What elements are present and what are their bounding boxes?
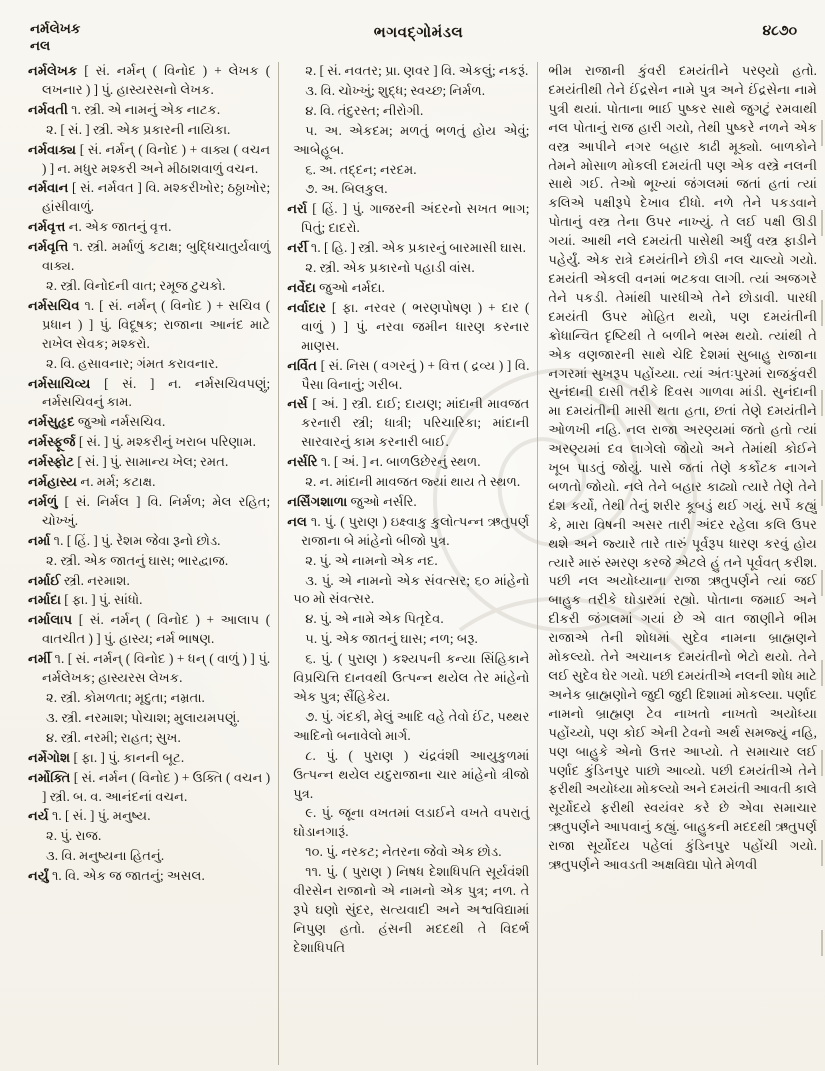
entry-text: [ સં. ] પું. સામાન્ય ખેલ; રમત.	[74, 454, 229, 470]
entry-text: ૪. વિ. તંદુરસ્ત; નીરોગી.	[305, 102, 424, 118]
dictionary-entry	[287, 843, 529, 862]
headword: નર્રી	[287, 240, 308, 256]
entry-text: [ સં. નર્મન્ ( વિનોદ ) + લેખક ( લખનાર ) ] પું. હાસ્યરસનો લેખક.	[42, 63, 271, 97]
entry-text: [ સં. ] ન. નર્મસચિવપણું; નર્મસચિવનું કામ.	[42, 375, 271, 410]
dictionary-entry	[28, 611, 270, 649]
entry-text: ૬. અ. તદ્દન; નરદમ.	[305, 161, 417, 177]
entry-text: [ ફા. ] પું. કાનની બૂટ.	[70, 749, 185, 765]
dictionary-entry	[287, 122, 529, 160]
dictionary-entry	[28, 729, 270, 748]
dictionary-entry	[287, 161, 529, 180]
entry-text: [ અં. ] સ્ત્રી. દાઈ; દાયણ; માંદાની માવજત કરનારી સ્ત્રી; ધાત્રી; પરિચારિકા; માંદાની સારવારનું કામ કરનારી બાઈ.	[301, 396, 530, 450]
entry-text: ૨. પું. એ નામનો એક નદ.	[305, 552, 438, 568]
entry-text: જુઓ નર્મસચિવ.	[74, 414, 166, 430]
dictionary-entry	[28, 121, 270, 140]
entry-text: ૫. અ. એકદમ; મળતું ભળતું હોય એવું; આબેહૂબ.	[293, 122, 530, 157]
dictionary-entry	[28, 867, 270, 886]
dictionary-entry	[28, 238, 270, 276]
headword: નર્મસ્ફોટ	[28, 454, 75, 470]
entry-text: ૨. સ્ત્રી. કોમળતા; મૃદુતા; નમ્રતા.	[46, 690, 205, 705]
dictionary-entry	[287, 747, 529, 804]
headword: નર્મલેખક	[28, 63, 78, 78]
headword: નર્મસચિવ	[28, 297, 80, 313]
entry-text: ૧. [ સં. ] પું. મનુષ્ય.	[48, 808, 151, 824]
entry-text: ૨. સ્ત્રી. એક જાતનું ઘાસ; ભારદ્વાજ.	[46, 552, 229, 568]
page-number: ૪૮૭૦	[762, 24, 797, 39]
dictionary-entry	[287, 453, 529, 472]
headword: નર્મળું	[28, 493, 58, 509]
entry-text: ૧. [ સં. નર્મન્ ( વિનોદ ) + સચિવ ( પ્રધાન ) ] પું. વિદૂષક; રાજાના આનંદ માટે રાખેલ સેવક; મશ્કરો.	[42, 297, 271, 351]
headword: નલ	[287, 513, 307, 529]
headword: નર્મા	[28, 532, 51, 548]
headword: નર્મસ્ફૂર્જ	[28, 434, 76, 450]
dictionary-entry	[28, 591, 270, 610]
dictionary-entry	[28, 650, 270, 688]
page-edge-marks	[821, 120, 823, 1011]
entry-text: ૮. પું. ( પુરાણ ) ચંદ્રવંશી આયુકુળમાં ઉત્પન્ન થયેલ યદુરાજાના ચાર માંહેનો ત્રીજો પુત્ર.	[293, 747, 530, 801]
headword: નર્મવાક્ય	[28, 141, 77, 157]
headword: નર્માદા	[28, 592, 61, 608]
dictionary-entry	[287, 493, 529, 512]
headword: નર્મસુહૃદ	[28, 414, 75, 430]
dictionary-entry	[28, 141, 270, 179]
entry-text: ૧. સ્ત્રી. મર્માળું કટાક્ષ; બુદ્ધિચાતુર્યવાળું વાક્ય.	[42, 239, 271, 274]
dictionary-entry	[28, 572, 270, 591]
entry-text: [ સં. નર્મન્ ( વિનોદ ) + આલાપ ( વાતચીત ) ] પું. હાસ્ય; નર્મ ભાષણ.	[42, 612, 271, 647]
entry-text: ૨. વિ. હસાવનાર; ગંમત કરાવનાર.	[46, 355, 219, 371]
entry-text: [ સં. નિસ ( વગરનું ) + વિત્ત ( દ્રવ્ય ) ] વિ. પૈસા વિનાનું; ગરીબ.	[301, 357, 530, 392]
headword: નર્મેગોશ	[28, 749, 71, 765]
headword: નર્મવૃત્તિ	[28, 239, 69, 255]
headword: નર્સિંગશાળા	[287, 493, 348, 509]
dictionary-entry	[28, 709, 270, 728]
dictionary-entry	[28, 453, 270, 472]
dictionary-entry	[287, 395, 529, 452]
dictionary-entry	[287, 630, 529, 649]
column-3	[537, 62, 817, 1065]
guide-word-bottom: નલ	[30, 38, 51, 53]
dictionary-entry	[287, 200, 529, 238]
entry-text: જુઓ નર્સરિ.	[347, 493, 417, 509]
entry-text: ૧. પું. ( પુરાણ ) ઇક્ષ્વાકુ કુલોત્પન્ન ઋતુપર્ણ રાજાના બે માંહેનો બીજો પુત્ર.	[301, 513, 530, 548]
headword: નર્મહાસ્ય	[28, 474, 78, 490]
dictionary-entry	[28, 62, 270, 100]
headword: નર્સ	[287, 396, 308, 412]
dictionary-entry	[287, 279, 529, 298]
entry-text: ૧૦. પું. નરકટ; નેતરના જેવો એક છોડ.	[305, 844, 502, 860]
entry-text: ૩. વિ. મનુષ્યના હિતનું.	[46, 848, 165, 864]
headword: નર્મોક્તિ	[28, 769, 71, 785]
dictionary-entry	[28, 689, 270, 708]
dictionary-entry	[287, 82, 529, 101]
dictionary-entry	[28, 218, 270, 237]
entry-text: [ સં. નર્મન ( વિનોદ ) + ઉક્તિ ( વચન ) ] સ્ત્રી. બ. વ. આનંદનાં વચન.	[42, 769, 271, 804]
entry-text: ૨. [ સં. નવતર; પ્રા. ણવર ] વિ. એકલું; નકરૂં.	[305, 63, 529, 78]
headword: નર્માલાપ	[28, 612, 73, 628]
book-title: ભગવદ્ગોમંડલ	[373, 25, 464, 41]
dictionary-entry	[287, 552, 529, 571]
dictionary-entry	[28, 473, 270, 492]
entry-text: ૫. પું. એક જાતનું ઘાસ; નળ; બરૂ.	[305, 631, 478, 647]
entry-text: ૧. [ હિ. ] સ્ત્રી. એક પ્રકારનું બારમાસી ઘાસ.	[307, 240, 526, 256]
column-2	[278, 62, 537, 1065]
dictionary-entry	[287, 299, 529, 356]
entry-text: ૬. પું. ( પુરાણ ) કશ્યપની કન્યા સિંહિકાને વિપ્રચિત્તિ દાનવથી ઉત્પન્ન થયેલ તેર માંહેનો એક પુત્ર; સૈંહિકેય.	[293, 651, 530, 704]
entry-text: [ ફા. ] પું. સાંધો.	[60, 592, 143, 608]
dictionary-entry	[287, 473, 529, 492]
entry-text: ૪. પું. એ નામે એક પિતૃદેવ.	[305, 611, 444, 627]
dictionary-entry	[287, 259, 529, 278]
headword: નર્વિત	[287, 357, 317, 373]
headword: નર્ય	[28, 808, 49, 824]
entry-text: [ સં. નર્મન્ ( વિનોદ ) + વાક્ય ( વચન ) ] ન. મધુર મશ્કરી અને મીઠાશવાળું વચન.	[42, 141, 271, 176]
entry-text: ભીમ રાજાની કુંવરી દમયંતીને પરણ્યો હતો. દમયંતીથી તેને ઈંદ્રસેન નામે પુત્ર અને ઈંદ્રસેના નામે પુત્રી થયાં. પોતાના ભાઈ પુષ્કર સાથે જુગટું રમવાથી નલ પોતાનું રાજ હારી ગયો, તેથી પુષ્કરે નળને એક વસ્ત્ર આપીને નગર બહાર કાઢી મૂક્યો. બાળકોને તેમને મોસાળ મોકલી દમયંતી પણ એક વસ્ત્રે નલની સાથે ગઈ. તેઓ ભૂખ્યાં જંગલમાં જતાં હતાં ત્યાં કલિએ પક્ષીરૂપે દેખાવ દીધો. નળે તેને પકડવાને પોતાનું વસ્ત્ર તેના ઉપર નાખ્યું. તે લઈ પક્ષી ઊડી ગયાં. આથી નલે દમયંતી પાસેથી અર્ધું વસ્ત્ર ફાડીને પહેર્યું. એક રાત્રે દમયંતીને છોડી નલ ચાલ્યો ગયો. દમયંતી એકલી વનમાં ભટકવા લાગી. ત્યાં અજગરે તેને પકડી. તેમાંથી પારધીએ તેને છોડાવી. પારધી દમયંતી ઉપર મોહિત થયો, પણ દમયંતીની ક્રોધાન્વિત દૃષ્ટિથી તે બળીને ભસ્મ થયો. ત્યાંથી તે એક વણજારની સાથે ચેદિ દેશમાં સુબાહુ રાજાના નગરમાં સુખરૂપ પહોંચ્યા. ત્યાં અંતઃપુરમાં રાજકુંવરી સુનંદાની દાસી તરીકે દિવસ ગાળવા માંડી. સુનંદાની મા દમયંતીની માસી થતા હતા, છતાં તેણે દમયંતીને ઓળખી નહિ. નલ રાજા અરણ્યમાં જતો હતો ત્યાં અરણ્યમાં દવ લાગેલો જોયો અને તેમાંથી કોઈને ખૂબ પાડતું જોયું. પાસે જતાં તેણે કર્કોટક નાગને બળતો જોયો. નલે તેને બહાર કાઢ્યો ત્યારે તેણે તેને દંશ કર્યો, તેથી તેનું શરીર કૂબડું થઈ ગયું. સર્પે કહ્યું કે, મારા વિષની અસર તારી અંદર રહેલા કલિ ઉપર થશે અને જ્યારે તારે તારું પૂર્વરૂપ ધારણ કરવું હોય ત્યારે મારું સ્મરણ કરજે એટલે હું તને પૂર્વવત્ કરીશ. પછી નલ અયોધ્યાના રાજા ઋતુપર્ણને ત્યાં જઈ બાહુક તરીકે ઘોડારમાં રહ્યો. પોતાના જમાઈ અને દીકરી જંગલમાં ગયાં છે એ વાત જાણીને ભીમ રાજાએ તેની શોધમાં સુદેવ નામના બ્રાહ્મણને મોકલ્યો. તેને અચાનક દમયંતીનો ભેટો થયો. તેને લઈ સુદેવ ઘેર ગયો. પછી દમયંતીએ નલની શોધ માટે અનેક બ્રાહ્મણોને જુદી જુદી દિશામાં મોકલ્યા. પર્ણાદ નામનો બ્રાહ્મણ ટેવ નાખતો નાખતો અયોધ્યા પહોંચ્યો, પણ કોઈ એની ટેવનો અર્થ સમજ્યું નહિ, પણ બાહુકે એનો ઉત્તર આપ્યો. તે સમાચાર લઈ પર્ણાદ કુંડિનપુર પાછો આવ્યો. પછી દમયંતીએ તેને ફરીથી અયોધ્યા મોકલ્યો અને દમયંતી આવતી કાલે સૂર્યોદયે ફરીથી સ્વયંવર કરે છે એવા સમાચાર ઋતુપર્ણને આપવાનું કહ્યું. બાહુકની મદદથી ઋતુપર્ણ રાજા સૂર્યોદય પહેલાં કુંડિનપુર પહોંચી ગયો. ઋતુપર્ણને આવડતી અક્ષવિદ્યા પોતે મેળવી	[548, 63, 817, 873]
dictionary-entry	[287, 863, 529, 958]
dictionary-entry	[287, 513, 529, 551]
entry-text: ૭. અ. બિલકુલ.	[305, 181, 388, 197]
entry-text: ૧. [ અં. ] ન. બાળઉછેરનું સ્થળ.	[317, 454, 481, 470]
dictionary-entry	[28, 277, 270, 296]
dictionary-entry	[28, 355, 270, 374]
entry-text: ૪. સ્ત્રી. નરમી; રાહત; સુખ.	[46, 729, 181, 745]
dictionary-entry	[287, 102, 529, 121]
dictionary-entry	[287, 357, 529, 395]
entry-text: ૨. ન. માંદાની માવજત જ્યાં થાય તે સ્થળ.	[305, 474, 521, 490]
headword: નર્માઈ	[28, 572, 61, 588]
entry-text: ૨. [ સં. ] સ્ત્રી. એક પ્રકારની નાયિકા.	[46, 121, 231, 137]
entry-text: ૧. [ હિં. ] પું. રેશમ જેવા રૂનો છોડ.	[50, 532, 221, 548]
entry-text: ૧. સ્ત્રી. એ નામનું એક નાટક.	[67, 101, 221, 117]
page-header	[28, 14, 809, 62]
entry-text: ૩. વિ. ચોખ્ખું; શુદ્ધ; સ્વચ્છ; નિર્મળ.	[305, 82, 486, 98]
text-columns	[28, 62, 817, 1065]
dictionary-entry	[287, 708, 529, 746]
dictionary-entry	[287, 239, 529, 258]
headword: નર્સરિ	[287, 454, 318, 470]
entry-text: ૧. [ સં. નર્મન્ ( વિનોદ ) + ધન્ ( વાળું ) ] પું. નર્મલેખક; હાસ્યરસ લેખક.	[42, 651, 271, 686]
entry-text: જુઓ નર્મદા.	[315, 279, 385, 295]
dictionary-entry	[28, 807, 270, 826]
dictionary-entry	[28, 101, 270, 120]
dictionary-entry	[287, 572, 529, 610]
dictionary-entry	[28, 375, 270, 413]
headword: નર્યું	[28, 868, 49, 884]
dictionary-entry	[28, 769, 270, 807]
dictionary-entry	[287, 62, 529, 81]
entry-text: ૩. પું. એ નામનો એક સંવત્સર; ૬૦ માંહેનો ૫૦ મો સંવત્સર.	[293, 572, 530, 607]
dictionary-entry	[28, 433, 270, 452]
prose-paragraph	[548, 62, 817, 875]
entry-text: ૨. સ્ત્રી. વિનોદની વાત; રમૂજ ટુચકો.	[46, 277, 226, 293]
entry-text: ન. મર્મ; કટાક્ષ.	[77, 474, 156, 490]
entry-text: ૧. વિ. એક જ જાતનું; અસલ.	[48, 868, 205, 884]
headword: નર્મવૃત્ત	[28, 219, 66, 235]
headword: નર્મસાચિવ્ય	[28, 375, 91, 391]
entry-text: ન. એક જાતનું વૃત્ત.	[65, 219, 172, 235]
entry-text: ૩. સ્ત્રી. નરમાશ; પોચાશ; મુલાયમપણું.	[46, 709, 240, 725]
entry-text: [ સં. નર્મવત ] વિ. મશ્કરીખોર; ઠઠ્ઠાખોર; હાંસીવાળું.	[42, 180, 271, 215]
headword: નર્વેદા	[287, 279, 316, 295]
entry-text: ૨. પું. રાજ.	[46, 828, 102, 844]
entry-text: સ્ત્રી. નરમાશ.	[60, 572, 130, 588]
entry-text: [ ફા. નરવર ( ભરણપોષણ ) + દાર ( વાળું ) ] પું. નરવા જમીન ધારણ કરનાર માણસ.	[301, 299, 530, 353]
dictionary-entry	[28, 179, 270, 217]
dictionary-entry	[28, 493, 270, 531]
dictionary-entry	[28, 827, 270, 846]
entry-text: ૧૧. પું. ( પુરાણ ) નિષધ દેશાધિપતિ સૂર્યવંશી વીરસેન રાજાનો એ નામનો એક પુત્ર; નળ. તે રૂપે ઘણો સુંદર, સત્યવાદી અને અશ્વવિદ્યામાં નિપુણ હતો. હંસની મદદથી તે વિદર્ભ દેશાધિપતિ	[293, 864, 530, 955]
entry-text: ૭. પું. ગંદકી, મેલું આદિ વહે તેવો ઈંટ, પથ્થર આદિનો બનાવેલો માર્ગ.	[293, 708, 530, 743]
headword: નર્વાદાર	[287, 299, 326, 315]
entry-text: ૨. સ્ત્રી. એક પ્રકારનો પહાડી વાંસ.	[305, 260, 475, 276]
dictionary-entry	[287, 650, 529, 707]
entry-text: [ સં. નિર્મલ ] વિ. નિર્મળ; મેલ રહિત; ચોખ્ખું.	[42, 493, 271, 528]
headword: નર્મવાન	[28, 180, 69, 196]
guide-word-top: નર્મલેખક	[30, 21, 81, 36]
dictionary-entry	[28, 749, 270, 768]
headword: નર્મી	[28, 651, 51, 667]
entry-text: [ સં. ] પું. મશ્કરીનું ખરાબ પરિણામ.	[75, 434, 256, 450]
dictionary-entry	[287, 180, 529, 199]
dictionary-entry	[28, 413, 270, 432]
dictionary-entry	[28, 532, 270, 551]
dictionary-entry	[28, 552, 270, 571]
headword: નર્મવતી	[28, 101, 68, 117]
dictionary-entry	[287, 610, 529, 629]
headword: નર્રા	[287, 201, 308, 217]
entry-text: [ હિં. ] પું. ગાજરની અંદરનો સખત ભાગ; પિતું; દાદરો.	[301, 201, 530, 236]
entry-text: ૯. પું. જૂના વખતમાં લડાઈને વખતે વપરાતું ઘોડાનગારૂં.	[293, 805, 530, 840]
dictionary-entry	[28, 297, 270, 354]
dictionary-entry	[287, 804, 529, 842]
dictionary-entry	[28, 847, 270, 866]
column-1	[28, 62, 278, 1065]
